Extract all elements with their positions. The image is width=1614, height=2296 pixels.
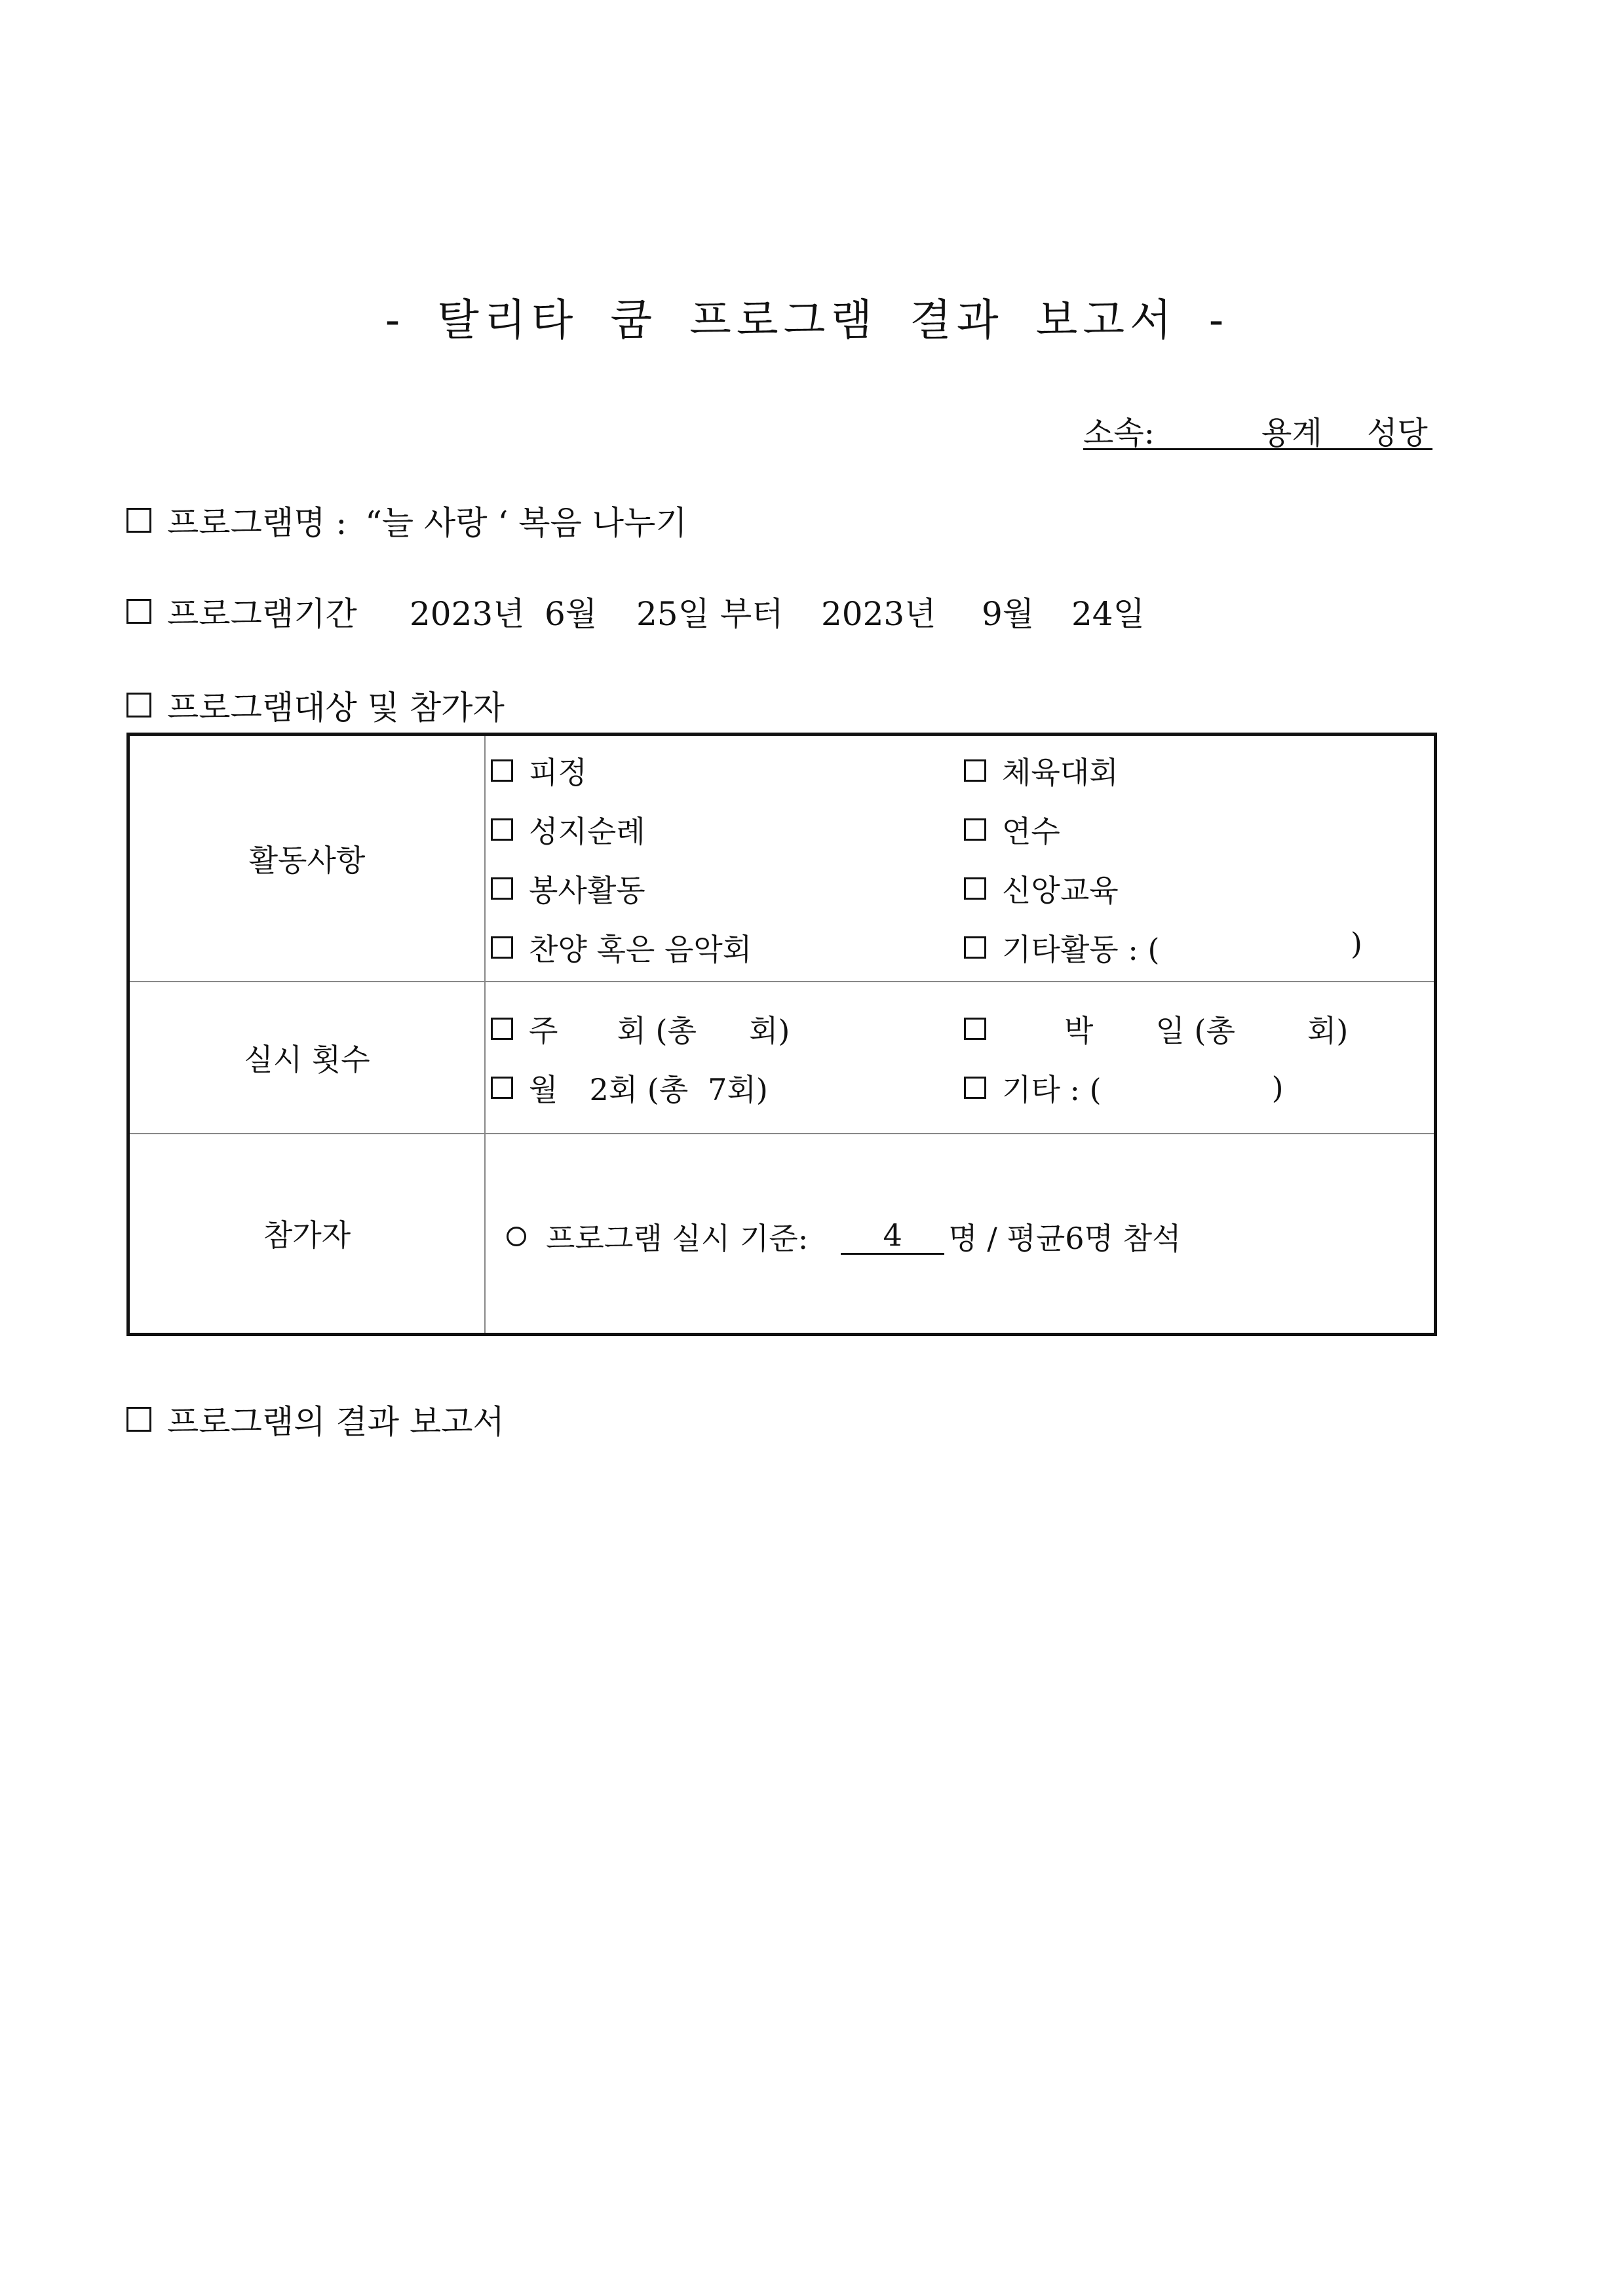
option-faith-education[interactable]: 신앙교육 [964, 867, 1119, 910]
program-period-label: 프로그램기간 [167, 595, 357, 633]
frequency-options [485, 982, 1436, 1134]
program-name-row [126, 497, 687, 544]
checkbox-icon[interactable] [964, 936, 986, 959]
checkbox-icon[interactable] [126, 508, 151, 533]
checkbox-icon[interactable] [964, 1077, 986, 1099]
checkbox-icon[interactable] [126, 693, 151, 718]
checkbox-icon[interactable] [491, 1077, 513, 1099]
option-overnight[interactable]: 박 일 (총 회) [964, 1007, 1348, 1050]
program-period-row [126, 588, 1240, 634]
option-other-activity[interactable]: 기타활동 : ( [964, 926, 1159, 969]
period-start-month: 6월 [545, 595, 598, 633]
page-title: - 탈리타 쿰 프로그램 결과 보고서 - [385, 295, 1229, 345]
option-weekly[interactable]: 주 회 (총 회) [491, 1007, 790, 1050]
activities-options [485, 735, 1436, 982]
target-section-label: 프로그램대상 및 참가자 [167, 689, 505, 727]
checkbox-icon[interactable] [491, 759, 513, 782]
activities-label: 활동사항 [128, 735, 486, 982]
participants-label: 참가자 [128, 1134, 486, 1335]
affiliation-line [1083, 408, 1432, 450]
option-monthly[interactable]: 월 2회 (총 7회) [491, 1066, 768, 1109]
checkbox-icon[interactable] [964, 818, 986, 841]
participants-value [485, 1134, 1436, 1335]
participants-table [126, 733, 1437, 1336]
result-section-label: 프로그램의 결과 보고서 [167, 1403, 505, 1441]
checkbox-icon[interactable] [964, 877, 986, 900]
checkbox-icon[interactable] [964, 1018, 986, 1040]
option-other-frequency[interactable]: 기타 : ( ) [964, 1066, 1284, 1109]
period-end-day: 24일 [1071, 595, 1145, 633]
period-end-year: 2023년 [821, 595, 936, 633]
checkbox-icon[interactable] [126, 599, 151, 624]
checkbox-icon[interactable] [964, 759, 986, 782]
checkbox-icon[interactable] [126, 1407, 151, 1432]
program-name-value: “늘 사랑 ‘ 복음 나누기 [365, 504, 687, 542]
period-end-month: 9월 [982, 595, 1035, 633]
result-section-heading [126, 1396, 505, 1443]
frequency-label: 실시 횟수 [128, 982, 486, 1134]
option-training[interactable]: 연수 [964, 808, 1060, 851]
program-name-label: 프로그램명 : [167, 504, 347, 542]
option-praise-concert[interactable]: 찬양 혹은 음악회 [491, 926, 752, 969]
circle-bullet-icon [507, 1227, 526, 1246]
checkbox-icon[interactable] [491, 877, 513, 900]
option-pilgrimage[interactable]: 성지순례 [491, 808, 645, 851]
period-start-year: 2023년 [410, 595, 525, 633]
period-start-day: 25일 부터 [636, 595, 784, 633]
affiliation-value-1: 용계 [1261, 415, 1322, 451]
affiliation-value-2: 성당 [1367, 415, 1428, 451]
affiliation-label: 소속: [1083, 415, 1155, 451]
option-sports-day[interactable]: 체육대회 [964, 749, 1119, 792]
participants-row [128, 1134, 1436, 1335]
target-section-heading [126, 681, 505, 729]
option-volunteer[interactable]: 봉사활동 [491, 867, 645, 910]
checkbox-icon[interactable] [491, 818, 513, 841]
activities-row [128, 735, 1436, 982]
frequency-row [128, 982, 1436, 1134]
checkbox-icon[interactable] [491, 1018, 513, 1040]
checkbox-icon[interactable] [491, 936, 513, 959]
participants-line: 프로그램 실시 기준: 4 명 / 평균6명 참석 [507, 1215, 1181, 1258]
option-retreat[interactable]: 피정 [491, 749, 587, 792]
participant-count: 4 [841, 1217, 944, 1255]
other-activity-close: ) [1351, 926, 1362, 961]
